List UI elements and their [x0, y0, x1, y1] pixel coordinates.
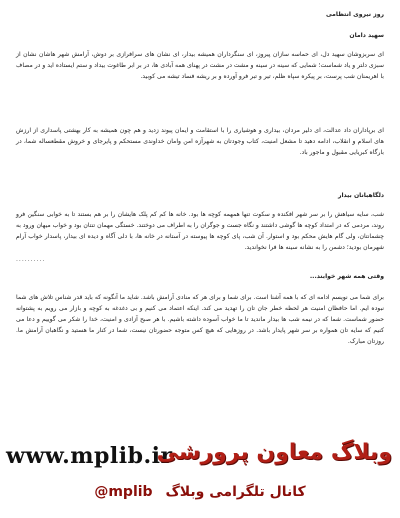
greeting-heading: سهید دامان: [349, 32, 384, 39]
paragraph-4: برای شما می نویسم ادامه ای که با همه آشنا است. برای شما و برای هر که منادی آرامش باشد. شاید ما آنگونه که باید قدر شناس تلاش های شما نبوده ایم. اما حافظان امنیت هر لحظه خطر جان تان را تهدید می کند. اینکه اعتماد می کنیم و بی دغدغه به کوچه و بازار می رویم به پشتوانه حضور شماست. شما که در نیمه شب ها بیدار ماندید تا ما خواب آسوده داشته باشیم. با هر صبح آزادی و امنیت، خدا را شکر می گوییم و دعا می کنیم که سایه تان همواره بر سر شهر پایدار باشد. در روزهایی که هیچ کس متوجه حضورتان نیست، شما در کنار ما هستید و نگاهبان آرامش ما. روزتان مبارک.: [16, 294, 384, 345]
paragraph-1: ای سربزوشان سهید دل، ای حماسه سازان پیروز، ای سنگرداران همیشه بیدار، ای نشان های سرافرازی بر دوش، آرامش شهر هاشان نشان از سبزی دلتر و یاد شماست؛ شمایی که سینه در سینه و مشت در مشت در پهنای همه آبادی ها، در بر ابر طاغوت بیداد و ستم ایستاده اید و در مصاف با اهریمنان شب پرست، بر پیکره سپاه ظلم، تیر و تبر فرو آورده و بر ریشه فساد تیشه می کوبید.: [16, 51, 384, 80]
paragraph-3: شب، سایه سیاهش را بر سر شهر افکنده و سکوت تنها همهمه کوچه ها بود. خانه ها کم کم پلک هایشان را بر هم بستند تا به خوابی سنگین فرو روند، مردمی که در امتداد کوچه ها گوشی داشتند و نگاه جست و جوگران را به اطراف می دوختند. خستگی مهمان تنتان بود و خواب میهان ورود به چشمانتان، ولی گام هایش محکم بود و استوار. آن شب، پای کوچه ها پیوسته در آستانه در خانه ها، با دلی آگاه و دیده ای بیدار، پاسدار خواب آرام شهرمان بودید؛ دشمن را به نشانه سینه ها فرا نخواندید.: [16, 211, 384, 251]
watermark-url[interactable]: www.mplib.ir: [6, 443, 173, 469]
section-separator: ..........: [16, 256, 46, 263]
document-title: روز نیروی انتظامی: [325, 11, 384, 18]
watermark-banner: [0, 438, 400, 478]
section-2-heading: دلگاهبانان بیدار: [337, 192, 384, 199]
channel-handle[interactable]: @mplib: [94, 484, 153, 500]
telegram-channel-line: [0, 484, 400, 510]
watermark-blog-name: وبلاگ معاون پرورشی: [156, 440, 392, 465]
paragraph-2: ای برپاداران داد عدالت، ای دلیر مردان، بیداری و هوشیاری را با استقامت و ایمان پیوند زدید و هم چون همیشه به کار بهشتی پاسداری از ارزش های اسلام و انقلاب، ادامه دهید تا مشعل امنیت، کتاب وجودتان به شهرآزه امن وامان خداوندی مستحکم و پایرجای و خروش مقطعساله شما، در بارگاه کبریایی مقبول و ماجور باد.: [16, 127, 384, 156]
section-3-heading: وقتی همه شهر خوابند...: [309, 273, 384, 280]
channel-label: کانال تلگرامی وبلاگ: [165, 484, 306, 500]
